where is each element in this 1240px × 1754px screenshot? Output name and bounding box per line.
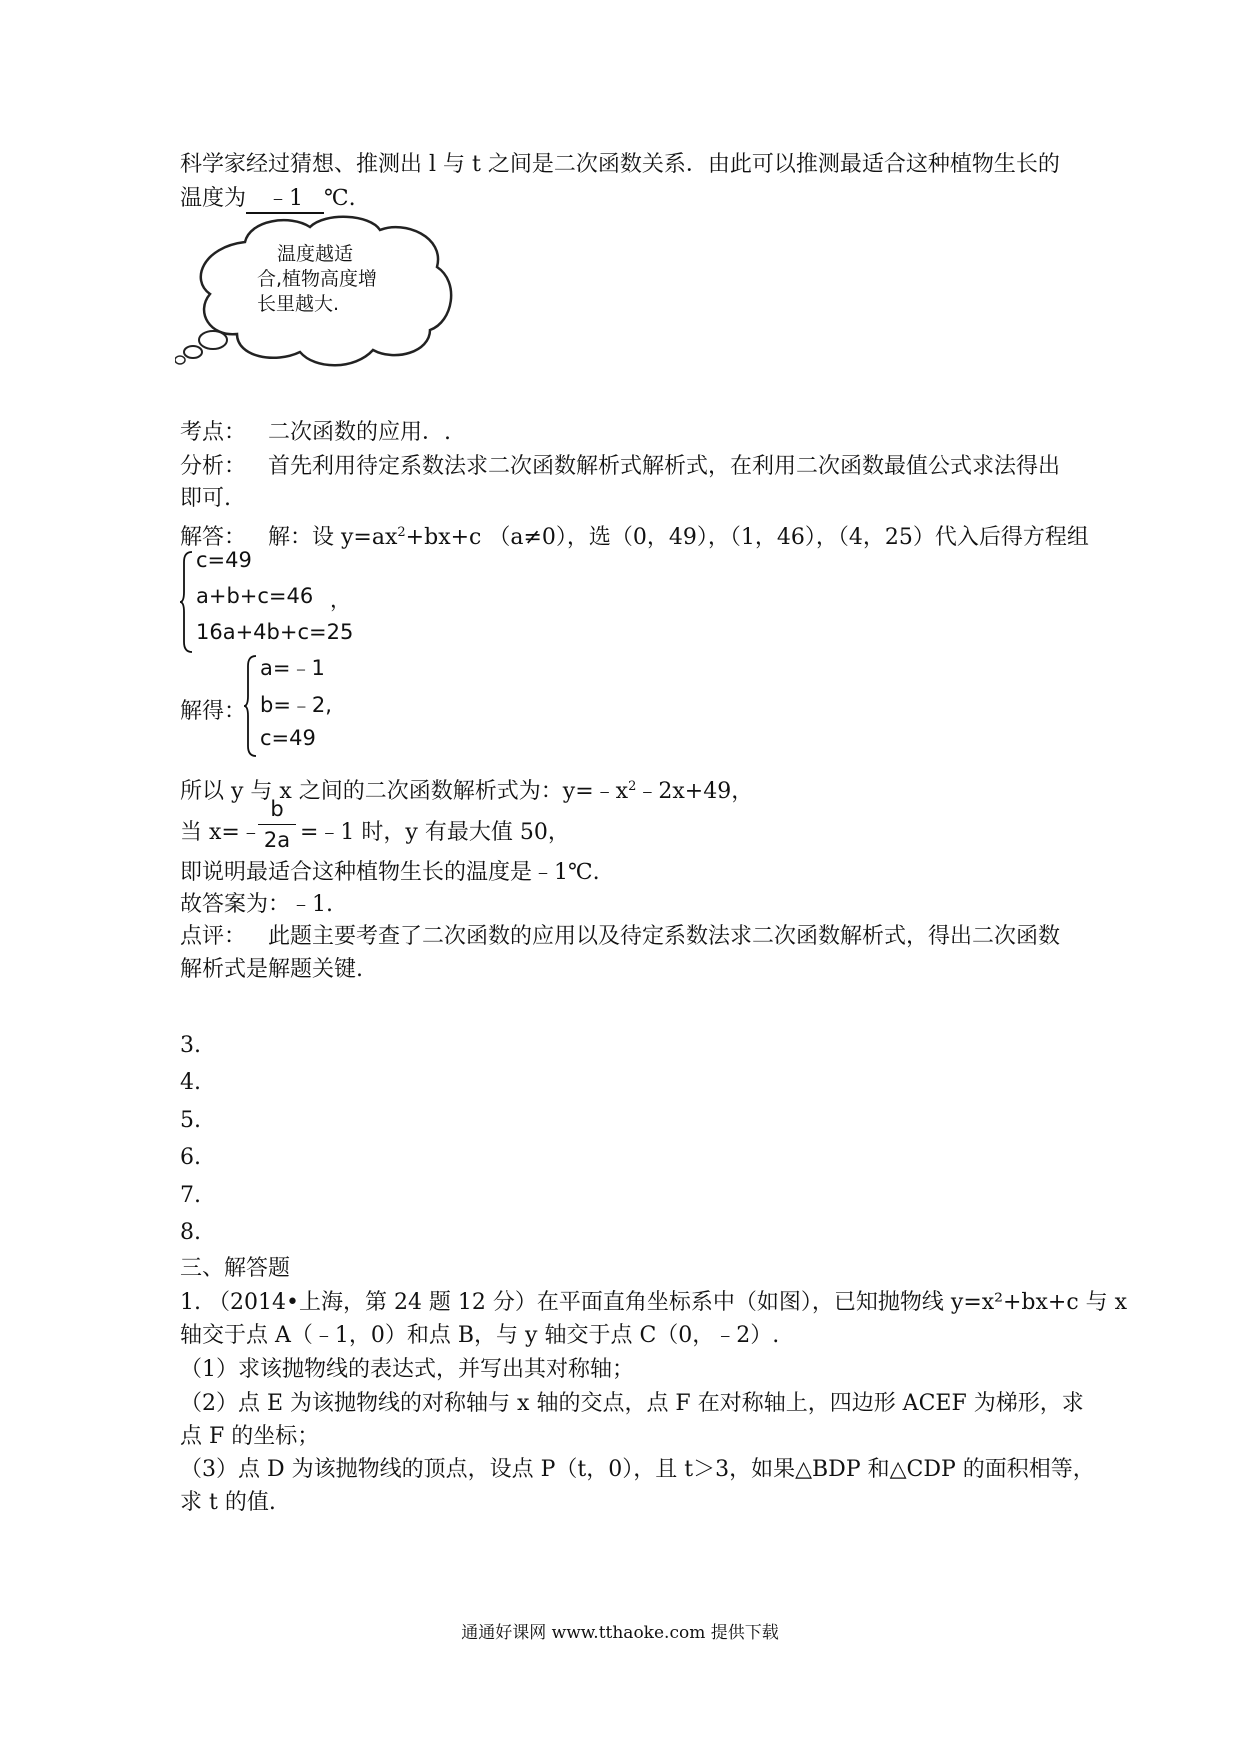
fraction-denominator: 2a [263,828,291,852]
problem-line-2: 轴交于点 A（﹣1，0）和点 B，与 y 轴交于点 C（0，﹣2）. [180,1323,780,1348]
dianping-line-1 [180,922,1060,952]
solution-system [244,652,444,762]
fenxi-line-2: 即可. [180,486,231,511]
equation-system [180,548,480,658]
result-line-3: 即说明最适合这种植物生长的温度是﹣1℃. [180,860,600,885]
problem-part-1: （1）求该抛物线的表达式，并写出其对称轴； [180,1357,634,1382]
sol-1: a=﹣1 [260,656,325,680]
kaodian-text: 二次函数的应用．. [268,420,451,445]
problem-line-1: 1. （2014•上海，第 24 题 12 分）在平面直角坐标系中（如图），已知抛物线 y=x²+bx+c 与 x [180,1290,1128,1315]
number-3: 3. [180,1033,201,1058]
brace-icon [244,654,258,758]
cloud-line-1: 温度越适 [277,243,354,265]
fraction [258,796,296,853]
fraction-numerator: b [270,797,284,821]
dianping-line-2: 解析式是解题关键. [180,957,363,982]
number-5: 5. [180,1108,201,1133]
result-line-2-prefix: 当 x=﹣ [180,820,262,845]
dianping-text: 此题主要考查了二次函数的应用以及待定系数法求二次函数解析式，得出二次函数 [268,924,1061,949]
number-8: 8. [180,1220,201,1245]
fenxi-text: 首先利用待定系数法求二次函数解析式解析式，在利用二次函数最值公式求法得出 [268,454,1061,479]
eq-2: a+b+c=46 [196,584,314,608]
cloud-line-3: 长里越大. [257,293,340,315]
kaodian-line [180,418,451,448]
jieda-text-b: +bx+c （a≠0），选（0，49），（1，46），（4，25）代入后得方程组 [405,525,1089,550]
problem-part-3-line-1: （3）点 D 为该抛物线的顶点，设点 P（t，0），且 t＞3，如果△BDP 和△CDP 的面积相等， [180,1457,1095,1482]
intro-suffix: ℃. [324,186,356,211]
number-6: 6. [180,1145,201,1170]
answer-blank: ﹣1 [246,186,324,214]
fenxi-label: 分析： [180,454,247,479]
page-footer: 通通好课网 www.tthaoke.com 提供下载 [461,1623,779,1643]
result-line-2-suffix: =﹣1 时，y 有最大值 50， [300,820,570,845]
problem-part-2-line-1: （2）点 E 为该抛物线的对称轴与 x 轴的交点，点 F 在对称轴上，四边形 ACEF 为梯形，求 [180,1391,1084,1416]
jieda-text-a: 解：设 y=ax [268,525,398,550]
cloud-line-2: 合,植物高度增 [257,268,378,290]
intro-line-2 [180,184,356,214]
result-text-a: 所以 y 与 x 之间的二次函数解析式为：y=﹣x [180,779,629,804]
number-4: 4. [180,1070,201,1095]
kaodian-label: 考点： [180,420,247,445]
eq-1: c=49 [196,548,252,572]
sol-2: b=﹣2, [260,693,332,717]
section-heading: 三、解答题 [180,1256,291,1281]
thought-cloud [175,212,465,372]
intro-line-1: 科学家经过猜想、推测出 l 与 t 之间是二次函数关系．由此可以推测最适合这种植物生长的 [180,152,1060,177]
result-exp: 2 [628,779,637,794]
sol-3: c=49 [260,726,316,750]
number-7: 7. [180,1183,201,1208]
brace-icon [180,550,194,654]
result-line-4: 故答案为：﹣1. [180,892,333,917]
solution-label: 解得： [180,699,247,724]
jieda-exp: 2 [397,525,406,540]
problem-part-2-line-2: 点 F 的坐标； [180,1424,320,1449]
intro-prefix: 温度为 [180,186,247,211]
eq-comma: ， [330,588,351,612]
fenxi-line-1 [180,452,1060,482]
eq-3: 16a+4b+c=25 [196,620,354,644]
dianping-label: 点评： [180,924,247,949]
problem-part-3-line-2: 求 t 的值. [180,1490,276,1515]
jieda-label: 解答： [180,525,247,550]
result-text-b: ﹣2x+49， [636,779,754,804]
